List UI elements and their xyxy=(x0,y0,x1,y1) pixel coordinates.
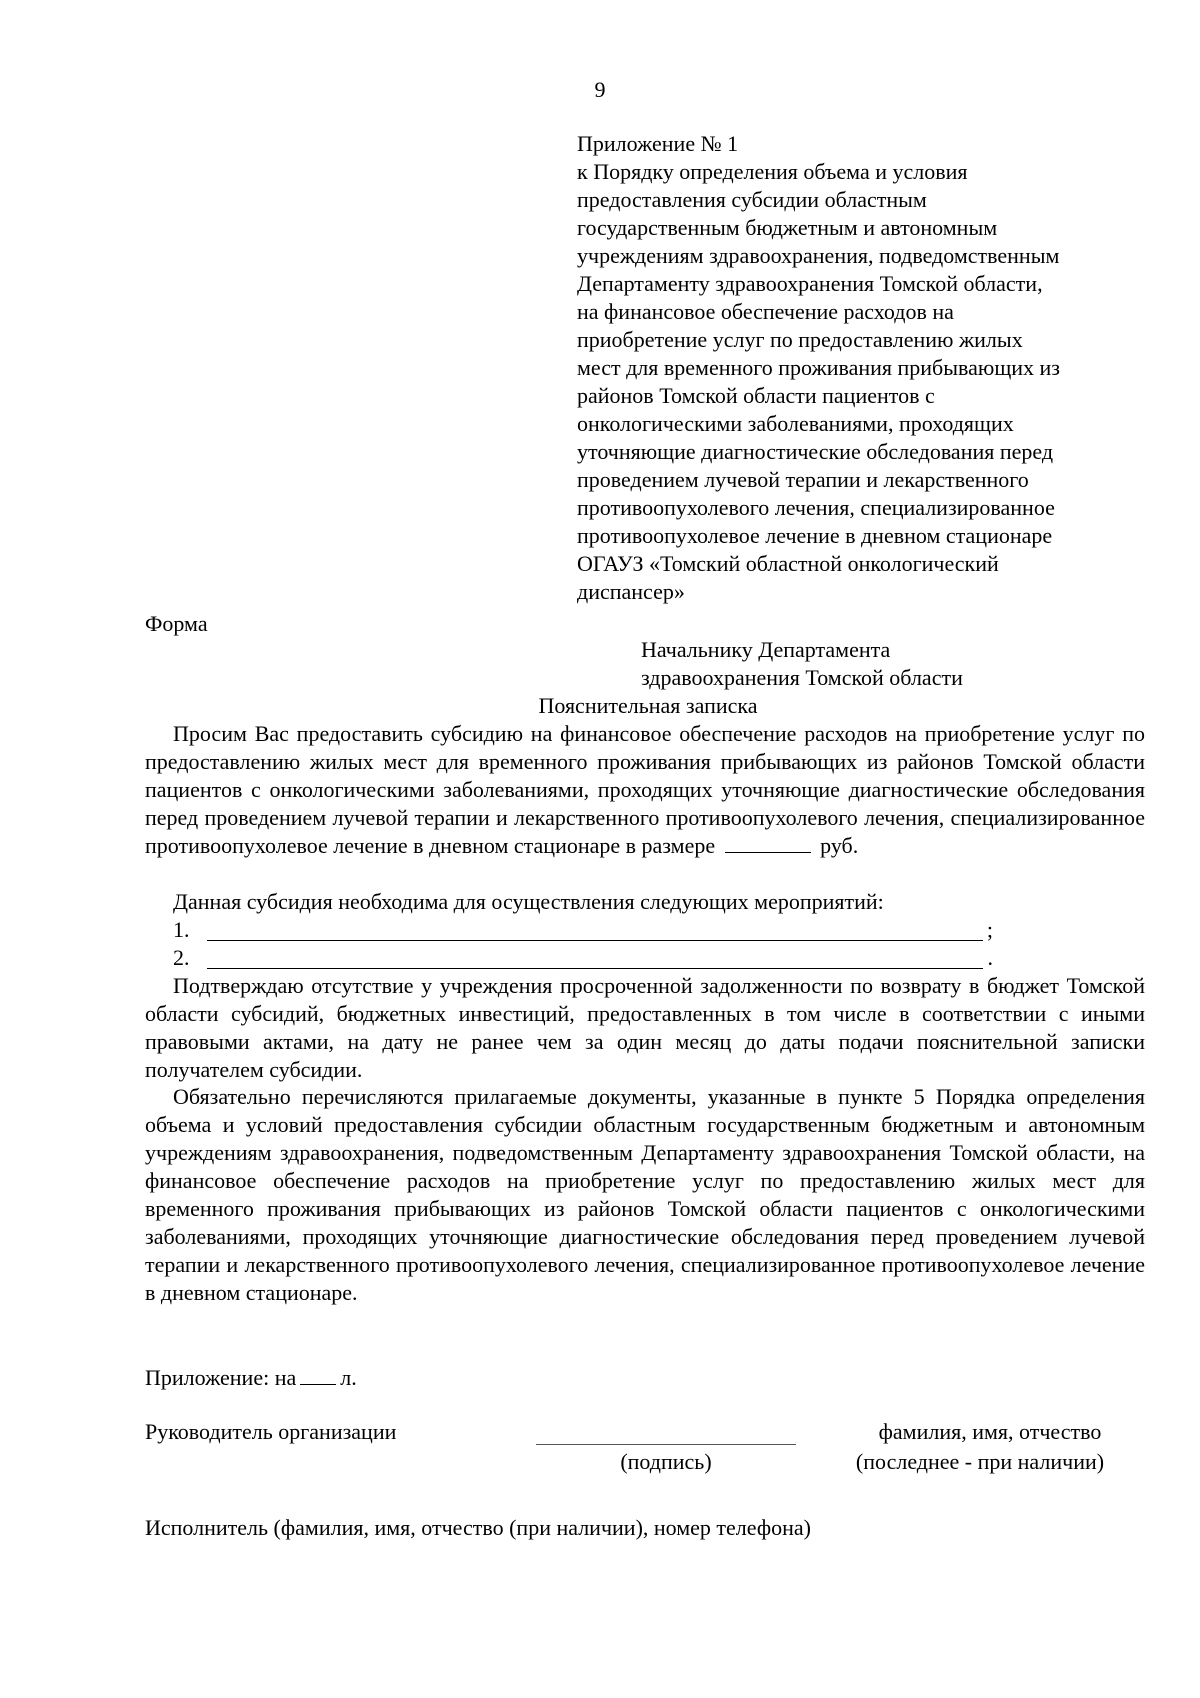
attachment-line xyxy=(145,1364,357,1392)
measures-paragraph: Данная субсидия необходима для осуществления следующих мероприятий: xyxy=(173,889,884,914)
attachment-prefix: Приложение: на xyxy=(145,1365,297,1390)
confirmation-paragraph: Подтверждаю отсутствие у учреждения просроченной задолженности по возврату в бюджет Томской области субсидий, бюджетных инвестиций, предоставленных в том числе в соответствии с иными правовыми актами, на дату не ранее чем за один месяц до даты подачи пояснительной записки получателем субсидии. xyxy=(145,973,1145,1082)
attachment-suffix: л. xyxy=(340,1365,357,1390)
appendix-line: Департаменту здравоохранения Томской области, xyxy=(577,271,1043,296)
appendix-line: диспансер» xyxy=(577,579,685,604)
addressee xyxy=(641,636,963,692)
sheets-blank[interactable] xyxy=(300,1364,336,1385)
form-label: Форма xyxy=(145,611,208,636)
appendix-line: онкологическими заболеваниями, проходящих xyxy=(577,411,1014,436)
request-paragraph xyxy=(145,720,1145,860)
fio-caption: (последнее - при наличии) xyxy=(855,1449,1105,1474)
fio-label: фамилия, имя, отчество xyxy=(878,1419,1102,1444)
signature-caption: (подпись) xyxy=(620,1449,712,1474)
appendix-line: противоопухолевого лечения, специализированное xyxy=(577,495,1055,520)
documents-paragraph: Обязательно перечисляются прилагаемые документы, указанные в пункте 5 Порядка определения объема и условий предоставления субсидии областным государственным бюджетным и автономным учреждениям здравоохранения, подведомственным Департаменту здравоохранения Томской области, на финансовое обеспечение расходов на приобретение услуг по предоставлению жилых мест для временного проживания прибывающих из районов Томской области пациентов с онкологическими заболеваниями, проходящих уточняющие диагностические обследования перед проведением лучевой терапии и лекарственного противоопухолевого лечения, специализированное противоопухолевое лечение в дневном стационаре. xyxy=(145,1084,1145,1305)
addressee-line: Начальнику Департамента xyxy=(641,637,891,662)
measure-blank-line[interactable] xyxy=(207,968,983,969)
measure-number: 1. xyxy=(173,917,190,942)
appendix-line: государственным бюджетным и автономным xyxy=(577,215,998,240)
signature-line[interactable] xyxy=(536,1444,796,1445)
measure-number: 2. xyxy=(173,945,190,970)
appendix-line: Приложение № 1 xyxy=(577,131,739,156)
note-title: Пояснительная записка xyxy=(538,693,758,718)
head-label: Руководитель организации xyxy=(145,1419,397,1444)
measure-end-mark: . xyxy=(987,945,993,970)
appendix-line: противоопухолевое лечение в дневном стационаре xyxy=(577,523,1053,548)
appendix-line: ОГАУЗ «Томский областной онкологический xyxy=(577,551,999,576)
request-text: Просим Вас предоставить субсидию на финансовое обеспечение расходов на приобретение услуг по предоставлению жилых мест для временного проживания прибывающих из районов Томской области пациентов с онкологическими заболеваниями, проходящих уточняющие диагностические обследования перед проведением лучевой терапии и лекарственного противоопухолевого лечения, специализированное противоопухолевое лечение в дневном стационаре в размере xyxy=(145,721,1145,858)
measure-item xyxy=(173,916,993,944)
appendix-line: уточняющие диагностические обследования перед xyxy=(577,439,1054,464)
amount-blank[interactable] xyxy=(725,832,811,853)
page-number: 9 xyxy=(594,77,606,102)
appendix-line: предоставления субсидии областным xyxy=(577,187,927,212)
measure-item xyxy=(173,944,993,972)
appendix-line: мест для временного проживания прибывающих из xyxy=(577,355,1060,380)
executor-label: Исполнитель (фамилия, имя, отчество (при наличии), номер телефона) xyxy=(145,1515,811,1540)
appendix-line: приобретение услуг по предоставлению жилых xyxy=(577,327,1023,352)
appendix-header xyxy=(577,130,1177,606)
appendix-line: к Порядку определения объема и условия xyxy=(577,159,968,184)
appendix-line: учреждениям здравоохранения, подведомственным xyxy=(577,243,1060,268)
appendix-line: на финансовое обеспечение расходов на xyxy=(577,299,954,324)
appendix-line: проведением лучевой терапии и лекарственного xyxy=(577,467,1029,492)
currency-label: руб. xyxy=(820,833,859,858)
measure-end-mark: ; xyxy=(986,917,993,942)
addressee-line: здравоохранения Томской области xyxy=(641,665,963,690)
appendix-line: районов Томской области пациентов с xyxy=(577,383,935,408)
measure-blank-line[interactable] xyxy=(207,940,983,941)
